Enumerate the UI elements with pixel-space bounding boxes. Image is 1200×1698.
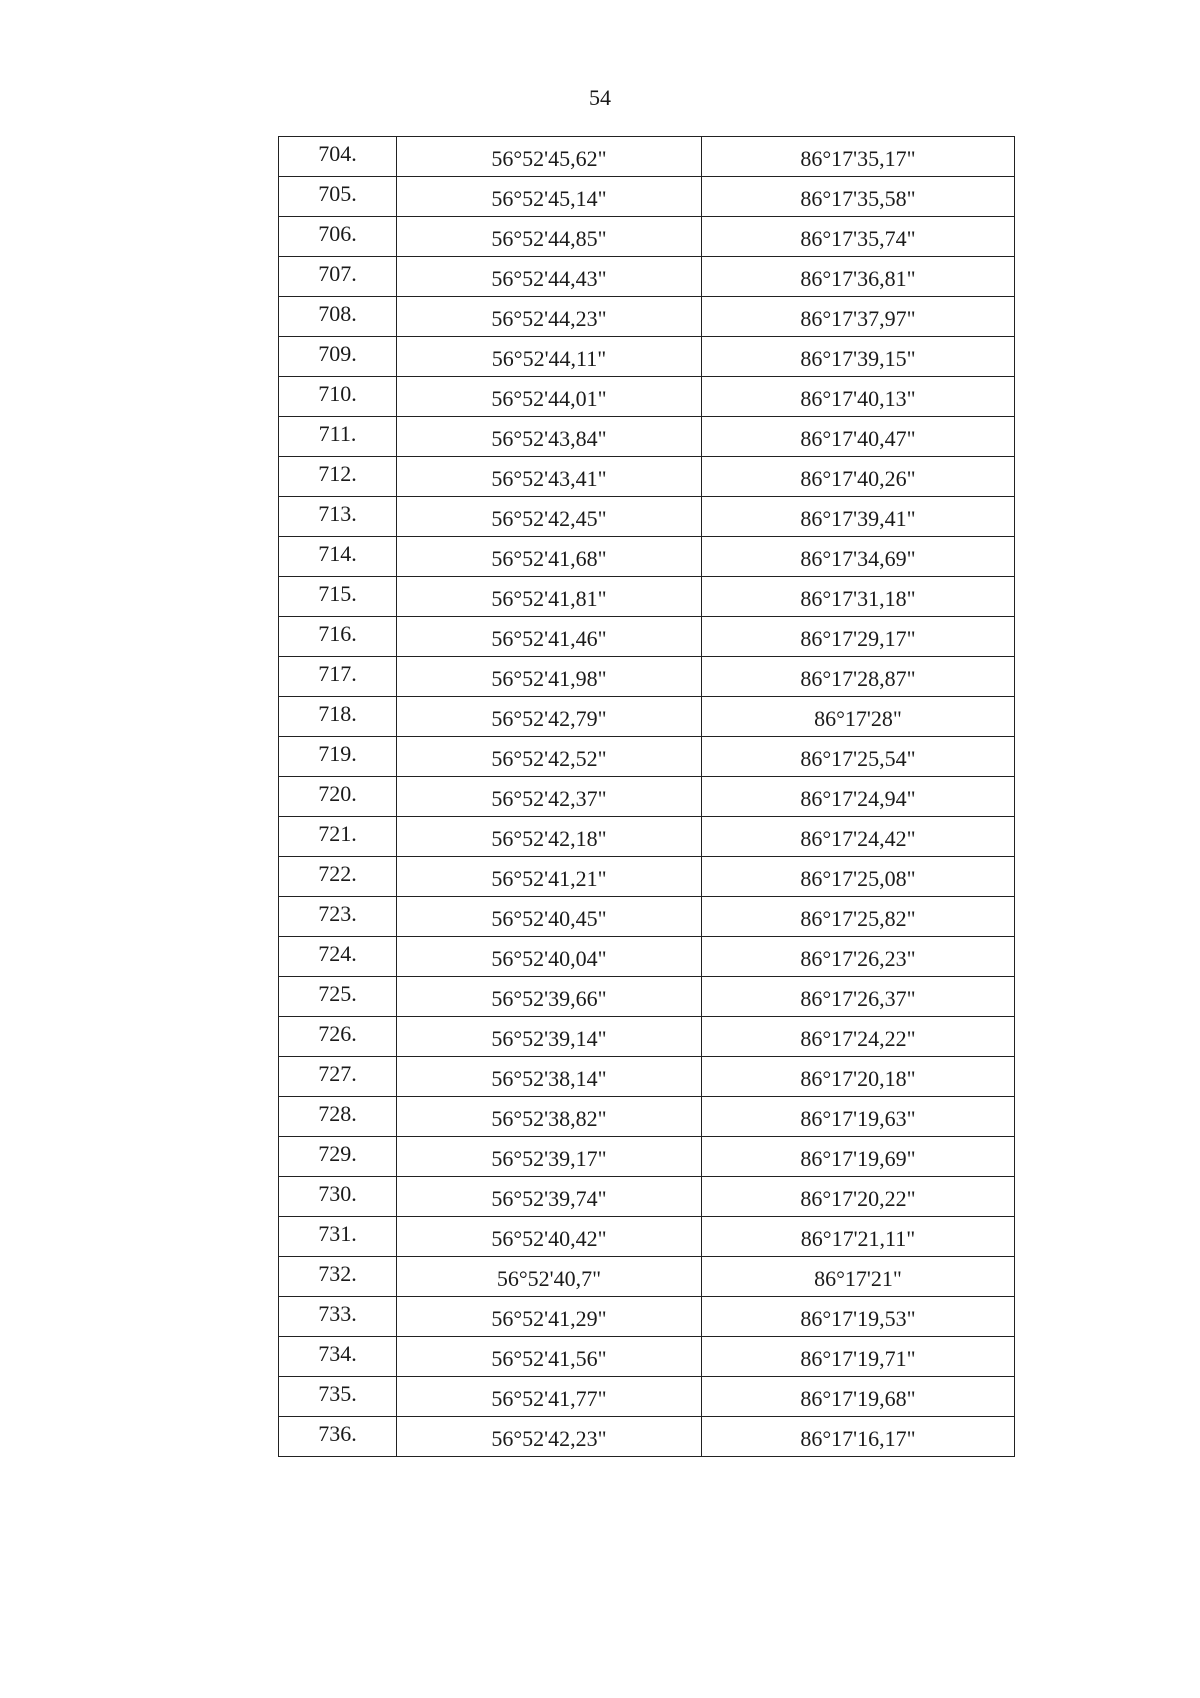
longitude-cell: 86°17'19,68" — [702, 1377, 1015, 1417]
latitude-cell: 56°52'44,01" — [397, 377, 702, 417]
longitude-cell: 86°17'39,41" — [702, 497, 1015, 537]
longitude-cell: 86°17'28" — [702, 697, 1015, 737]
latitude-cell: 56°52'41,46" — [397, 617, 702, 657]
latitude-cell: 56°52'40,7" — [397, 1257, 702, 1297]
table-row — [279, 737, 1015, 777]
point-number-cell: 728. — [279, 1097, 397, 1137]
point-number-cell: 736. — [279, 1417, 397, 1457]
point-number-cell: 709. — [279, 337, 397, 377]
point-number-cell: 734. — [279, 1337, 397, 1377]
longitude-cell: 86°17'19,69" — [702, 1137, 1015, 1177]
point-number-cell: 712. — [279, 457, 397, 497]
page-number: 54 — [589, 85, 611, 110]
point-number-cell: 732. — [279, 1257, 397, 1297]
table-row — [279, 1417, 1015, 1457]
longitude-cell: 86°17'40,13" — [702, 377, 1015, 417]
latitude-cell: 56°52'38,14" — [397, 1057, 702, 1097]
latitude-cell: 56°52'41,29" — [397, 1297, 702, 1337]
table-row — [279, 1177, 1015, 1217]
point-number-cell: 726. — [279, 1017, 397, 1057]
latitude-cell: 56°52'45,14" — [397, 177, 702, 217]
longitude-cell: 86°17'19,63" — [702, 1097, 1015, 1137]
longitude-cell: 86°17'39,15" — [702, 337, 1015, 377]
point-number-cell: 725. — [279, 977, 397, 1017]
point-number-cell: 720. — [279, 777, 397, 817]
longitude-cell: 86°17'20,22" — [702, 1177, 1015, 1217]
table-row — [279, 1297, 1015, 1337]
point-number-cell: 733. — [279, 1297, 397, 1337]
longitude-cell: 86°17'35,58" — [702, 177, 1015, 217]
point-number-cell: 730. — [279, 1177, 397, 1217]
table-row — [279, 1257, 1015, 1297]
latitude-cell: 56°52'41,21" — [397, 857, 702, 897]
point-number-cell: 715. — [279, 577, 397, 617]
point-number-cell: 704. — [279, 137, 397, 177]
table-row — [279, 1017, 1015, 1057]
longitude-cell: 86°17'16,17" — [702, 1417, 1015, 1457]
point-number-cell: 731. — [279, 1217, 397, 1257]
latitude-cell: 56°52'42,18" — [397, 817, 702, 857]
coordinates-table-body — [279, 137, 1015, 1457]
longitude-cell: 86°17'24,22" — [702, 1017, 1015, 1057]
latitude-cell: 56°52'43,84" — [397, 417, 702, 457]
longitude-cell: 86°17'20,18" — [702, 1057, 1015, 1097]
table-row — [279, 217, 1015, 257]
longitude-cell: 86°17'29,17" — [702, 617, 1015, 657]
table-row — [279, 457, 1015, 497]
table-row — [279, 857, 1015, 897]
latitude-cell: 56°52'41,81" — [397, 577, 702, 617]
latitude-cell: 56°52'42,45" — [397, 497, 702, 537]
longitude-cell: 86°17'25,54" — [702, 737, 1015, 777]
longitude-cell: 86°17'40,47" — [702, 417, 1015, 457]
longitude-cell: 86°17'35,17" — [702, 137, 1015, 177]
latitude-cell: 56°52'44,43" — [397, 257, 702, 297]
table-row — [279, 777, 1015, 817]
point-number-cell: 722. — [279, 857, 397, 897]
point-number-cell: 727. — [279, 1057, 397, 1097]
latitude-cell: 56°52'42,37" — [397, 777, 702, 817]
coordinates-table — [278, 136, 1015, 1457]
latitude-cell: 56°52'45,62" — [397, 137, 702, 177]
table-row — [279, 537, 1015, 577]
longitude-cell: 86°17'28,87" — [702, 657, 1015, 697]
longitude-cell: 86°17'36,81" — [702, 257, 1015, 297]
point-number-cell: 708. — [279, 297, 397, 337]
latitude-cell: 56°52'41,56" — [397, 1337, 702, 1377]
point-number-cell: 716. — [279, 617, 397, 657]
point-number-cell: 706. — [279, 217, 397, 257]
latitude-cell: 56°52'38,82" — [397, 1097, 702, 1137]
table-row — [279, 617, 1015, 657]
table-row — [279, 1337, 1015, 1377]
point-number-cell: 707. — [279, 257, 397, 297]
table-row — [279, 497, 1015, 537]
longitude-cell: 86°17'21,11" — [702, 1217, 1015, 1257]
point-number-cell: 723. — [279, 897, 397, 937]
latitude-cell: 56°52'41,98" — [397, 657, 702, 697]
point-number-cell: 719. — [279, 737, 397, 777]
table-row — [279, 1137, 1015, 1177]
latitude-cell: 56°52'40,04" — [397, 937, 702, 977]
latitude-cell: 56°52'44,23" — [397, 297, 702, 337]
latitude-cell: 56°52'41,68" — [397, 537, 702, 577]
longitude-cell: 86°17'31,18" — [702, 577, 1015, 617]
point-number-cell: 724. — [279, 937, 397, 977]
latitude-cell: 56°52'39,66" — [397, 977, 702, 1017]
table-row — [279, 1217, 1015, 1257]
longitude-cell: 86°17'34,69" — [702, 537, 1015, 577]
latitude-cell: 56°52'41,77" — [397, 1377, 702, 1417]
table-row — [279, 417, 1015, 457]
table-row — [279, 297, 1015, 337]
longitude-cell: 86°17'35,74" — [702, 217, 1015, 257]
point-number-cell: 721. — [279, 817, 397, 857]
latitude-cell: 56°52'42,23" — [397, 1417, 702, 1457]
table-row — [279, 577, 1015, 617]
latitude-cell: 56°52'40,42" — [397, 1217, 702, 1257]
longitude-cell: 86°17'37,97" — [702, 297, 1015, 337]
table-row — [279, 817, 1015, 857]
table-row — [279, 977, 1015, 1017]
longitude-cell: 86°17'19,53" — [702, 1297, 1015, 1337]
longitude-cell: 86°17'21" — [702, 1257, 1015, 1297]
latitude-cell: 56°52'42,52" — [397, 737, 702, 777]
point-number-cell: 717. — [279, 657, 397, 697]
table-row — [279, 1377, 1015, 1417]
latitude-cell: 56°52'42,79" — [397, 697, 702, 737]
longitude-cell: 86°17'25,08" — [702, 857, 1015, 897]
point-number-cell: 729. — [279, 1137, 397, 1177]
table-row — [279, 657, 1015, 697]
point-number-cell: 714. — [279, 537, 397, 577]
longitude-cell: 86°17'24,42" — [702, 817, 1015, 857]
latitude-cell: 56°52'43,41" — [397, 457, 702, 497]
table-row — [279, 257, 1015, 297]
table-row — [279, 897, 1015, 937]
point-number-cell: 713. — [279, 497, 397, 537]
point-number-cell: 735. — [279, 1377, 397, 1417]
point-number-cell: 710. — [279, 377, 397, 417]
table-row — [279, 177, 1015, 217]
table-row — [279, 337, 1015, 377]
table-row — [279, 1057, 1015, 1097]
longitude-cell: 86°17'26,23" — [702, 937, 1015, 977]
table-row — [279, 1097, 1015, 1137]
latitude-cell: 56°52'44,11" — [397, 337, 702, 377]
longitude-cell: 86°17'24,94" — [702, 777, 1015, 817]
longitude-cell: 86°17'19,71" — [702, 1337, 1015, 1377]
table-row — [279, 697, 1015, 737]
latitude-cell: 56°52'39,14" — [397, 1017, 702, 1057]
point-number-cell: 718. — [279, 697, 397, 737]
latitude-cell: 56°52'39,74" — [397, 1177, 702, 1217]
table-row — [279, 377, 1015, 417]
longitude-cell: 86°17'40,26" — [702, 457, 1015, 497]
table-row — [279, 137, 1015, 177]
latitude-cell: 56°52'40,45" — [397, 897, 702, 937]
point-number-cell: 705. — [279, 177, 397, 217]
table-row — [279, 937, 1015, 977]
latitude-cell: 56°52'44,85" — [397, 217, 702, 257]
longitude-cell: 86°17'26,37" — [702, 977, 1015, 1017]
point-number-cell: 711. — [279, 417, 397, 457]
longitude-cell: 86°17'25,82" — [702, 897, 1015, 937]
latitude-cell: 56°52'39,17" — [397, 1137, 702, 1177]
